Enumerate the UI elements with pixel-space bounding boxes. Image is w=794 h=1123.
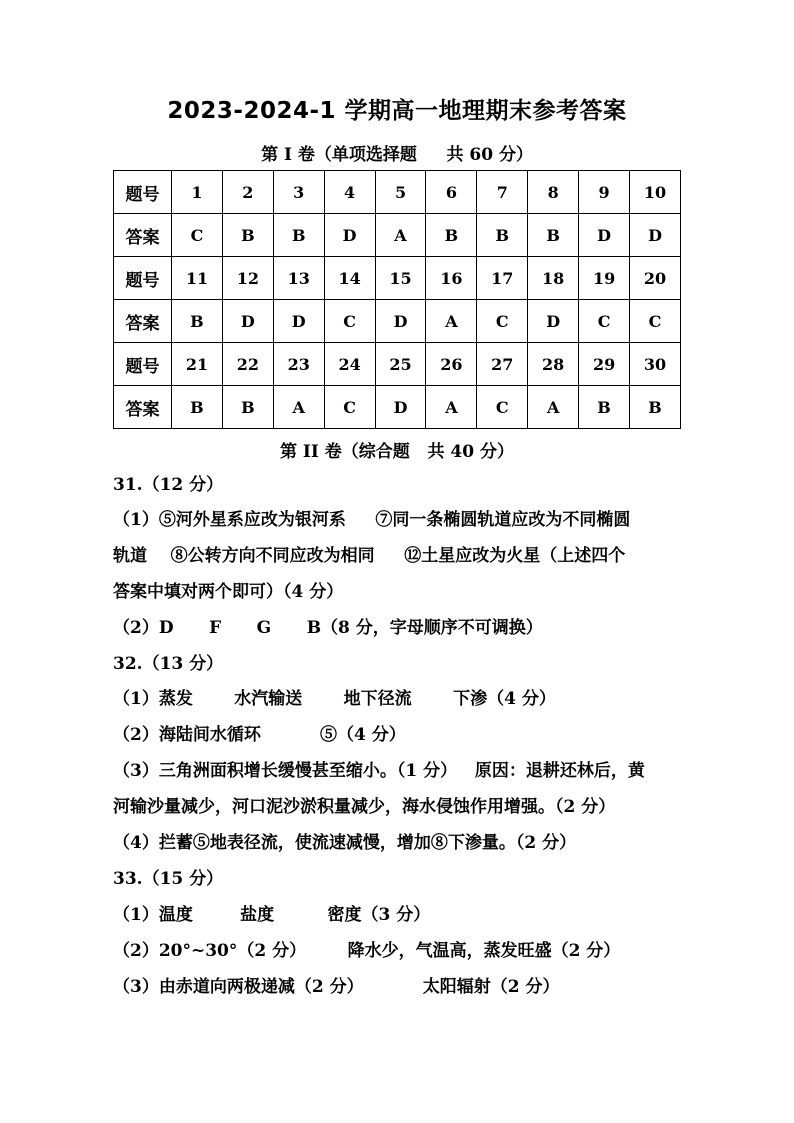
table-cell: D: [375, 300, 426, 343]
table-cell: C: [324, 386, 375, 429]
table-cell: D: [222, 300, 273, 343]
table-cell: 28: [528, 343, 579, 386]
row-header: 题号: [114, 257, 172, 300]
table-cell: D: [324, 214, 375, 257]
row-header: 题号: [114, 171, 172, 214]
table-cell: 5: [375, 171, 426, 214]
table-cell: 17: [477, 257, 528, 300]
answer-line: （1）⑤河外星系应改为银河系 ⑦同一条椭圆轨道应改为不同椭圆: [113, 510, 631, 530]
table-cell: C: [630, 300, 681, 343]
table-cell: B: [426, 214, 477, 257]
table-cell: 23: [273, 343, 324, 386]
answer-line: （1）温度 盐度 密度（3 分）: [113, 905, 431, 925]
answer-table: [113, 170, 681, 429]
table-cell: 1: [172, 171, 223, 214]
answer-line: （4）拦蓄⑤地表径流，使流速减慢，增加⑧下渗量。（2 分）: [113, 833, 577, 853]
table-cell: A: [273, 386, 324, 429]
row-header: 答案: [114, 300, 172, 343]
table-cell: 19: [579, 257, 630, 300]
table-cell: B: [222, 386, 273, 429]
answer-line: 轨道 ⑧公转方向不同应改为相同 ⑫土星应改为火星（上述四个: [113, 546, 626, 566]
table-cell: 20: [630, 257, 681, 300]
answer-line: （3）由赤道向两极递减（2 分） 太阳辐射（2 分）: [113, 977, 560, 997]
answer-line: （3）三角洲面积增长缓慢甚至缩小。（1 分） 原因：退耕还林后，黄: [113, 761, 645, 781]
table-cell: B: [579, 386, 630, 429]
table-cell: 29: [579, 343, 630, 386]
answer-line: 32.（13 分）: [113, 654, 224, 674]
table-row: [114, 171, 681, 214]
table-cell: 27: [477, 343, 528, 386]
answer-line: （1）蒸发 水汽输送 地下径流 下渗（4 分）: [113, 689, 556, 709]
table-cell: B: [477, 214, 528, 257]
table-cell: 2: [222, 171, 273, 214]
answer-line: 答案中填对两个即可）（4 分）: [113, 582, 344, 602]
table-cell: D: [579, 214, 630, 257]
table-row: [114, 386, 681, 429]
table-cell: 22: [222, 343, 273, 386]
table-cell: 9: [579, 171, 630, 214]
row-header: 题号: [114, 343, 172, 386]
table-cell: D: [630, 214, 681, 257]
table-cell: B: [630, 386, 681, 429]
table-cell: A: [375, 214, 426, 257]
section2-title: 第 II 卷（综合题 共 40 分）: [280, 442, 514, 462]
row-header: 答案: [114, 214, 172, 257]
answer-line: （2）20°~30°（2 分） 降水少，气温高，蒸发旺盛（2 分）: [113, 941, 621, 961]
row-header: 答案: [114, 386, 172, 429]
table-cell: 26: [426, 343, 477, 386]
table-cell: B: [172, 386, 223, 429]
table-cell: D: [375, 386, 426, 429]
answer-line: （2）海陆间水循环 ⑤（4 分）: [113, 725, 406, 745]
answer-line: （2）D F G B（8 分，字母顺序不可调换）: [113, 618, 543, 638]
table-row: [114, 214, 681, 257]
table-cell: 30: [630, 343, 681, 386]
table-cell: 3: [273, 171, 324, 214]
table-cell: 10: [630, 171, 681, 214]
table-cell: 18: [528, 257, 579, 300]
answer-line: 33.（15 分）: [113, 869, 224, 889]
table-cell: 8: [528, 171, 579, 214]
table-cell: 21: [172, 343, 223, 386]
table-cell: 12: [222, 257, 273, 300]
page-title: 2023-2024-1 学期高一地理期末参考答案: [167, 98, 627, 124]
table-cell: 16: [426, 257, 477, 300]
table-cell: C: [324, 300, 375, 343]
table-cell: 7: [477, 171, 528, 214]
table-cell: C: [477, 386, 528, 429]
table-cell: A: [426, 300, 477, 343]
table-cell: B: [222, 214, 273, 257]
table-cell: C: [579, 300, 630, 343]
table-cell: 24: [324, 343, 375, 386]
table-cell: B: [172, 300, 223, 343]
table-cell: 25: [375, 343, 426, 386]
table-row: [114, 343, 681, 386]
table-cell: B: [273, 214, 324, 257]
answer-line: 河输沙量减少，河口泥沙淤积量减少，海水侵蚀作用增强。（2 分）: [113, 797, 616, 817]
table-cell: 14: [324, 257, 375, 300]
table-cell: 13: [273, 257, 324, 300]
table-cell: A: [528, 386, 579, 429]
answer-line: 31.（12 分）: [113, 475, 224, 495]
table-cell: A: [426, 386, 477, 429]
table-cell: C: [477, 300, 528, 343]
table-cell: 11: [172, 257, 223, 300]
table-cell: B: [528, 214, 579, 257]
table-row: [114, 300, 681, 343]
table-cell: D: [273, 300, 324, 343]
table-cell: 4: [324, 171, 375, 214]
table-cell: D: [528, 300, 579, 343]
section1-title: 第 I 卷（单项选择题 共 60 分）: [261, 145, 533, 165]
table-cell: 6: [426, 171, 477, 214]
table-cell: C: [172, 214, 223, 257]
table-cell: 15: [375, 257, 426, 300]
table-row: [114, 257, 681, 300]
